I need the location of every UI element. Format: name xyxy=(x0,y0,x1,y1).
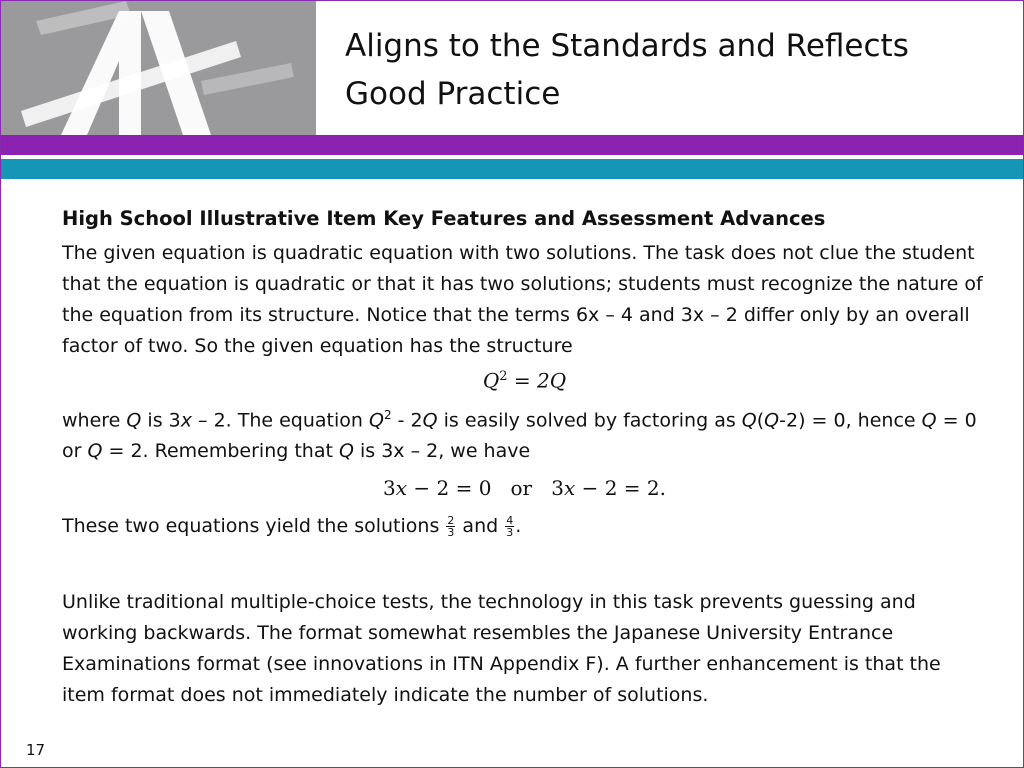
paragraph-2 xyxy=(62,400,987,467)
eq1-exponent: 2 xyxy=(499,369,508,384)
eq2-b-var: x xyxy=(563,475,576,500)
p2-text: -2) = 0, hence xyxy=(779,408,922,431)
fraction-numerator: 4 xyxy=(506,513,514,527)
fraction-four-thirds xyxy=(505,515,514,538)
eq2-a-coef: 3 xyxy=(383,475,396,500)
eq1-rhs: = 2Q xyxy=(513,368,567,393)
p2-var: Q xyxy=(764,408,780,431)
p2-var: Q xyxy=(921,408,937,431)
p2-var: Q xyxy=(126,408,142,431)
p2-var: x xyxy=(180,408,192,431)
equation-q-squared xyxy=(62,362,987,396)
body-heading: High School Illustrative Item Key Features and Assessment Advances xyxy=(62,207,826,230)
p2-var: Q xyxy=(368,408,384,431)
slide-title: Aligns to the Standards and Reflects Good Practice xyxy=(345,28,909,112)
logo-a-icon xyxy=(1,1,316,135)
p2-text: ( xyxy=(756,408,765,431)
fraction-numerator: 2 xyxy=(447,513,455,527)
p2-text: = 0 or xyxy=(62,408,977,462)
solutions-end: . xyxy=(515,514,522,537)
logo-block xyxy=(1,1,316,135)
p2-text: = 2. Remembering that xyxy=(102,439,339,462)
eq2-a-rest: − 2 = 0 xyxy=(407,475,492,500)
p2-var: Q xyxy=(338,439,354,462)
fraction-denominator: 3 xyxy=(506,525,514,539)
teal-divider-bar xyxy=(1,159,1023,179)
purple-divider-bar xyxy=(1,135,1023,155)
p2-sup: 2 xyxy=(383,407,392,422)
fraction-denominator: 3 xyxy=(447,525,455,539)
fraction-two-thirds xyxy=(446,515,455,538)
p2-var: Q xyxy=(422,408,438,431)
p2-text: - 2 xyxy=(391,408,423,431)
p2-text: is easily solved by factoring as xyxy=(437,408,742,431)
paragraph-1: The given equation is quadratic equation with two solutions. The task does not clue the student that the equation is quadratic or that it has two solutions; students must recognize the nature of the equation from its structure. Notice that the terms 6x – 4 and 3x – 2 differ only by an overall factor of two. So the given equation has the structure xyxy=(62,242,983,357)
equation-solutions xyxy=(62,473,987,503)
page-number: 17 xyxy=(26,741,46,759)
solutions-and: and xyxy=(456,514,505,537)
p2-var: Q xyxy=(741,408,757,431)
p2-text: – 2. The equation xyxy=(191,408,369,431)
solutions-line xyxy=(62,511,987,542)
eq1-lhs: Q xyxy=(482,368,500,393)
p2-text: where xyxy=(62,408,127,431)
p2-var: Q xyxy=(87,439,103,462)
eq2-b-coef: 3 xyxy=(551,475,564,500)
eq2-a-var: x xyxy=(395,475,408,500)
eq2-b-rest: − 2 = 2. xyxy=(575,475,666,500)
p2-text: is 3 xyxy=(141,408,181,431)
slide-body xyxy=(62,203,987,711)
eq2-or: or xyxy=(510,475,533,500)
paragraph-3: Unlike traditional multiple-choice tests, the technology in this task prevents guessing and working backwards. The format somewhat resembles the Japanese University Entrance Examinations format (see innovations in ITN Appendix F). A further enhancement is that the item format does not immediately indicate the number of solutions. xyxy=(62,590,941,706)
solutions-text: These two equations yield the solutions xyxy=(62,514,446,537)
p2-text: is 3x – 2, we have xyxy=(353,439,531,462)
